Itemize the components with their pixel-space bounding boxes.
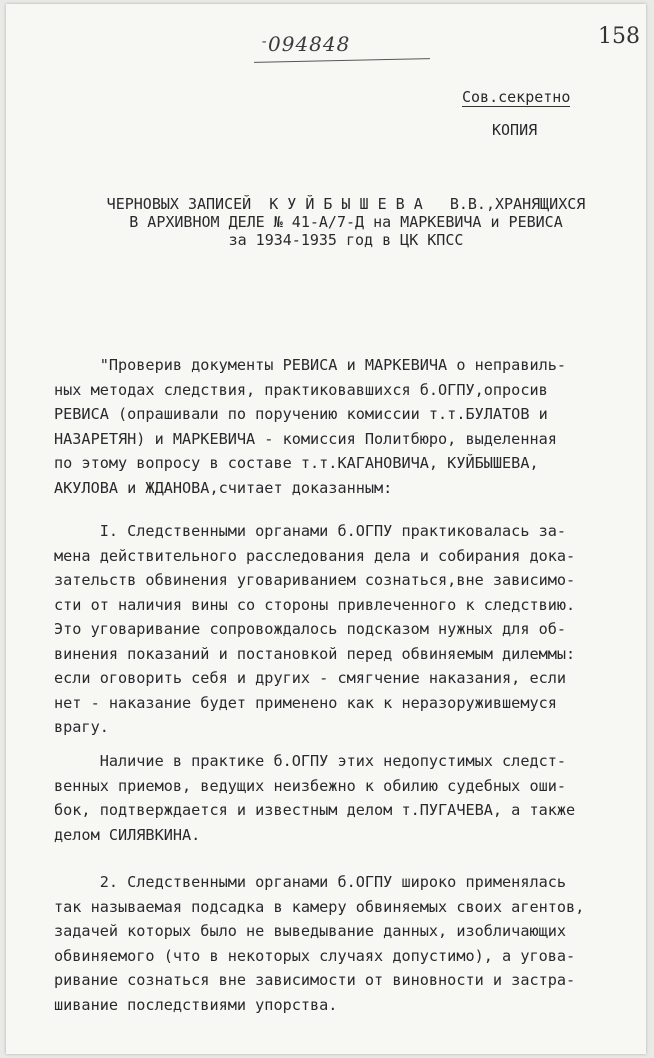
title-line: за 1934-1935 год в ЦК КПСС bbox=[228, 231, 464, 249]
archive-number: 094848 bbox=[268, 32, 351, 56]
text-line: нет - наказание будет применено как к неразоружившемуся bbox=[54, 693, 557, 712]
text-line: I. Следственными органами б.ОГПУ практиковалась за- bbox=[54, 522, 567, 540]
page-number: 158 bbox=[598, 24, 640, 49]
text-line: "Проверив документы РЕВИСА и МАРКЕВИЧА о неправиль- bbox=[54, 356, 567, 374]
document-page bbox=[6, 4, 646, 1054]
text-line: по этому вопросу в составе т.т.КАГАНОВИЧА, КУЙБЫШЕВА, bbox=[54, 454, 539, 472]
text-line: обвиняемого (что в некоторых случаях допустимо), а угова- bbox=[54, 946, 576, 965]
text-line: делом СИЛЯВКИНА. bbox=[54, 825, 201, 844]
text-line: 2. Следственными органами б.ОГПУ широко применялась bbox=[54, 873, 567, 891]
text-line: мена действительного расследования дела и собирания дока- bbox=[54, 546, 576, 565]
text-line: винения показаний и постановкой перед обвиняемым дилеммы: bbox=[54, 644, 576, 663]
text-line: АКУЛОВА и ЖДАНОВА,считает доказанным: bbox=[54, 478, 393, 497]
title-line: ЧЕРНОВЫХ ЗАПИСЕЙ К У Й Б Ы Ш Е В А В.В.,ХРАНЯЩИХСЯ bbox=[106, 195, 586, 213]
document-title bbox=[46, 195, 646, 249]
text-line: так называемая подсадка в камеру обвиняемых своих агентов, bbox=[54, 897, 585, 916]
paragraph-point-2 bbox=[54, 870, 650, 1017]
paragraph-evidence bbox=[54, 749, 650, 847]
archive-number-prefix: - bbox=[260, 34, 269, 50]
paragraph-point-1 bbox=[54, 519, 650, 740]
text-line: задачей которых было не выведывание данных, изобличающих bbox=[54, 922, 567, 940]
text-line: зательств обвинения уговариванием сознаться,вне зависимо- bbox=[54, 571, 576, 589]
paragraph-intro bbox=[54, 353, 650, 500]
text-line: ных методах следствия, практиковавшихся б.ОГПУ,опросив bbox=[54, 380, 548, 399]
text-line: бок, подтверждается и известным делом т.ПУГАЧЕВА, а также bbox=[54, 801, 576, 819]
text-line: НАЗАРЕТЯН) и МАРКЕВИЧА - комиссия Политбюро, выделенная bbox=[54, 429, 557, 448]
text-line: венных приемов, ведущих неизбежно к обилию судебных оши- bbox=[54, 776, 567, 795]
title-line: В АРХИВНОМ ДЕЛЕ № 41-А/7-Д на МАРКЕВИЧА и РЕВИСА bbox=[129, 213, 563, 231]
text-line: Наличие в практике б.ОГПУ этих недопустимых следст- bbox=[54, 752, 567, 770]
text-line: РЕВИСА (опрашивали по поручению комиссии т.т.БУЛАТОВ и bbox=[54, 405, 548, 423]
text-line: если оговорить себя и других - смягчение наказания, если bbox=[54, 669, 567, 687]
text-line: Это уговаривание сопровождалось подсказом нужных для об- bbox=[54, 620, 567, 638]
text-line: ривание сознаться вне зависимости от виновности и застра- bbox=[54, 971, 576, 989]
text-line: сти от наличия вины со стороны привлеченного к следствию. bbox=[54, 595, 576, 614]
classification-label: Сов.секретно bbox=[462, 88, 571, 106]
text-line: шивание последствиями упорства. bbox=[54, 995, 338, 1014]
archive-number-underline bbox=[254, 58, 430, 63]
copy-label: КОПИЯ bbox=[492, 121, 538, 139]
text-line: врагу. bbox=[54, 718, 109, 736]
